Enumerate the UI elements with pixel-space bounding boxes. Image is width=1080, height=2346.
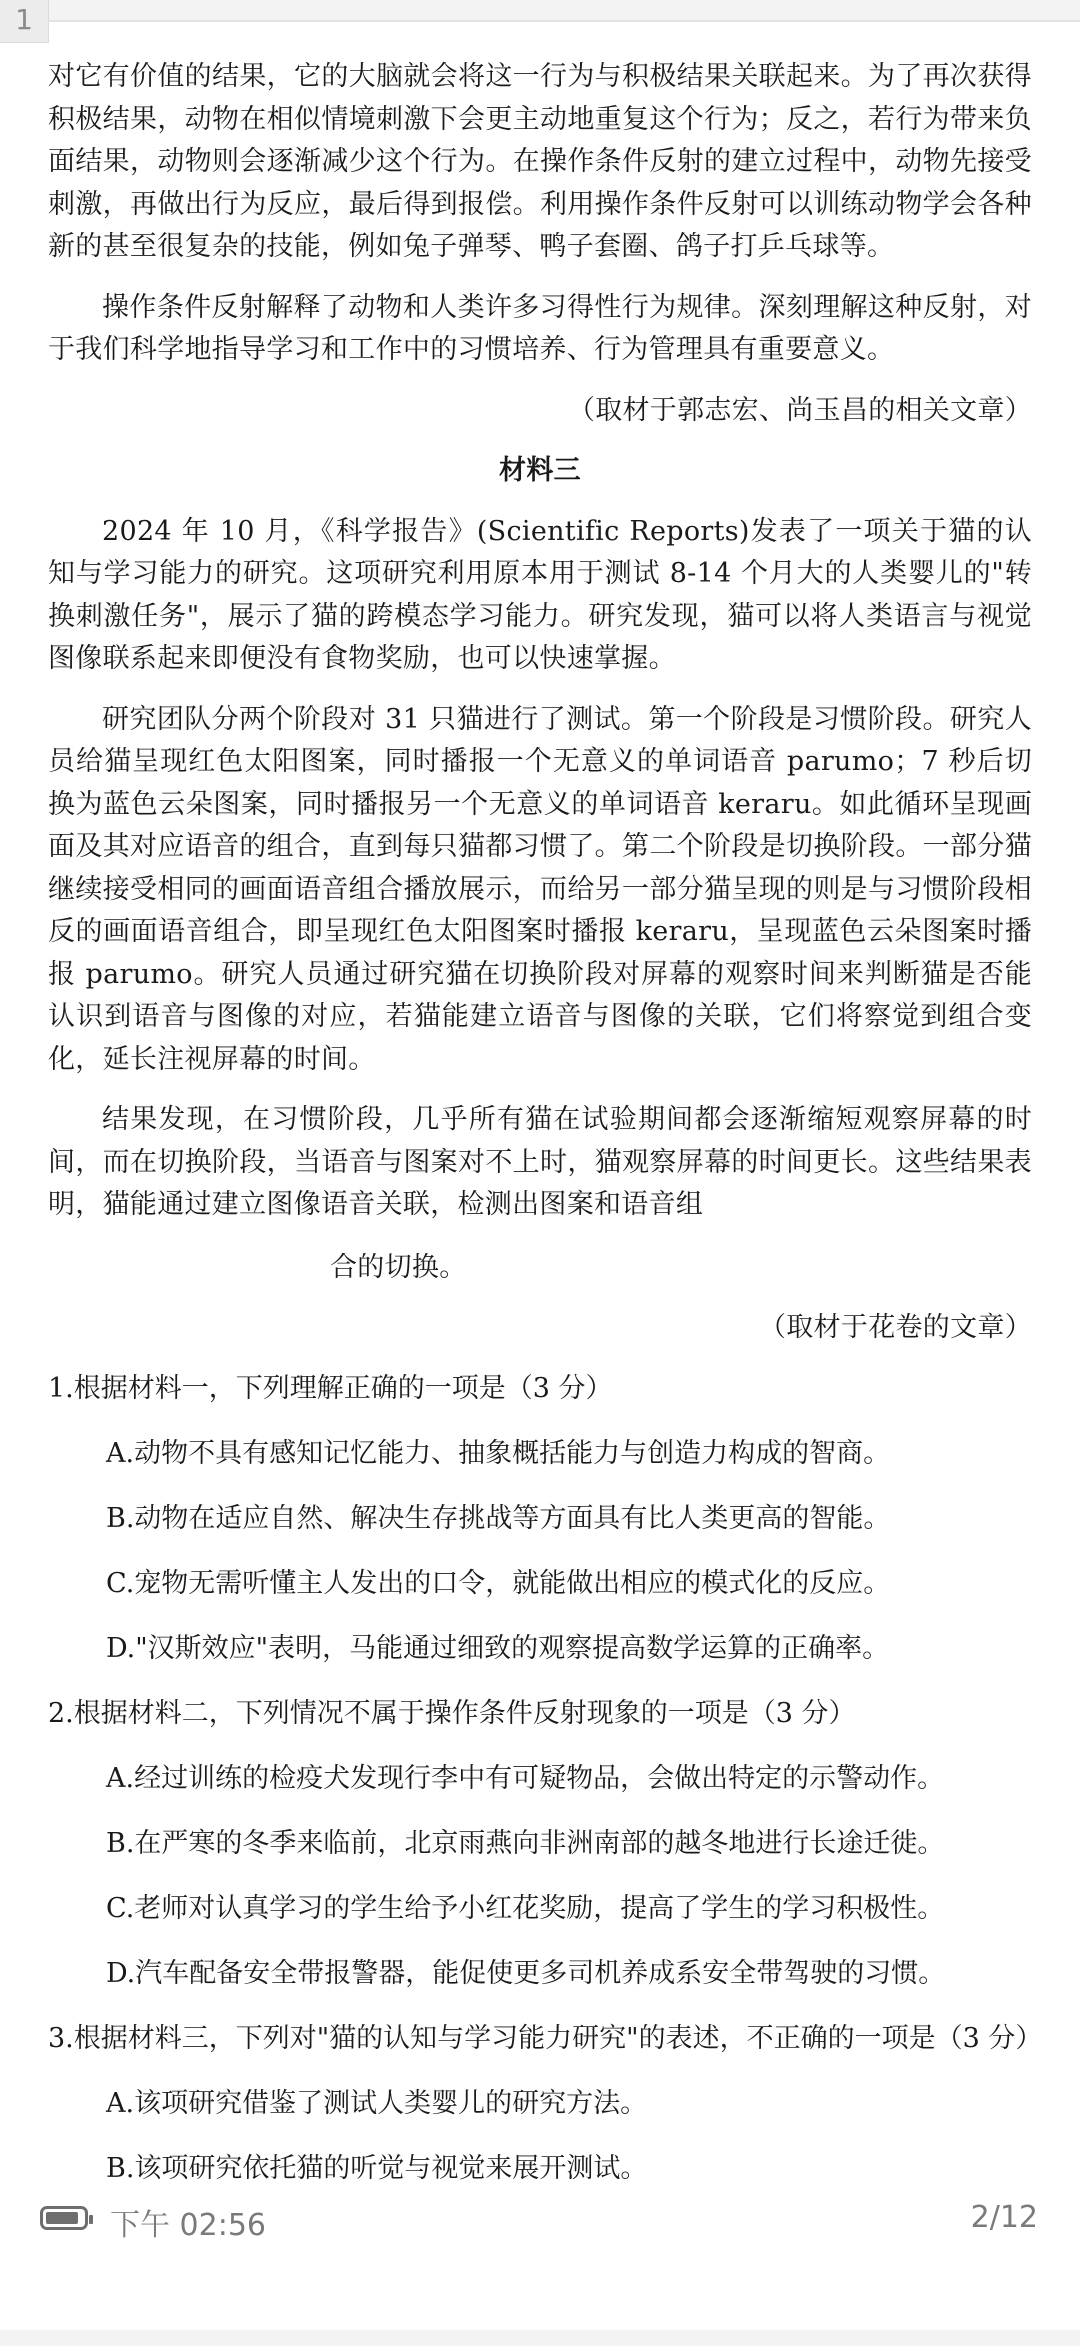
question-stem: 3.根据材料三，下列对"猫的认知与学习能力研究"的表述，不正确的一项是（3 分） bbox=[48, 2022, 1043, 2054]
paragraph: 对它有价值的结果，它的大脑就会将这一行为与积极结果关联起来。为了再次获得积极结果，动物在相似情境刺激下会更主动地重复这个行为；反之，若行为带来负面结果，动物则会逐渐减少这个行为。在操作条件反射的建立过程中，动物先接受刺激，再做出行为反应，最后得到报偿。利用操作条件反射可以训练动物学会各种新的甚至很复杂的技能，例如兔子弹琴、鸭子套圈、鸽子打乒乓球等。 bbox=[48, 61, 1032, 262]
option-a: A.该项研究借鉴了测试人类婴儿的研究方法。 bbox=[106, 2087, 648, 2119]
source-citation: （取材于郭志宏、尚玉昌的相关文章） bbox=[567, 394, 1032, 426]
bottom-bar bbox=[0, 2330, 1080, 2346]
page-number-tab[interactable]: 1 bbox=[0, 0, 49, 43]
option-b: B.动物在适应自然、解决生存挑战等方面具有比人类更高的智能。 bbox=[106, 1502, 891, 1534]
paragraph: 研究团队分两个阶段对 31 只猫进行了测试。第一个阶段是习惯阶段。研究人员给猫呈现红色太阳图案，同时播报一个无意义的单词语音 parumo；7 秒后切换为蓝色云朵图案，同时播报另一个无意义的单词语音 keraru。如此循环呈现画面及其对应语音的组合，直到每只猫都习惯了。第二个阶段是切换阶段。一部分猫继续接受相同的画面语音组合播放展示，而给另一部分猫呈现的则是与习惯阶段相反的画面语音组合，即呈现红色太阳图案时播报 keraru，呈现蓝色云朵图案时播报 parumo。研究人员通过研究猫在切换阶段对屏幕的观察时间来判断猫是否能认识到语音与图像的对应，若猫能建立语音与图像的关联，它们将察觉到组合变化，延长注视屏幕的时间。 bbox=[48, 703, 1032, 1075]
option-b: B.该项研究依托猫的听觉与视觉来展开测试。 bbox=[106, 2152, 648, 2184]
option-a: A.动物不具有感知记忆能力、抽象概括能力与创造力构成的智商。 bbox=[106, 1437, 891, 1469]
paragraph: 结果发现，在习惯阶段，几乎所有猫在试验期间都会逐渐缩短观察屏幕的时间，而在切换阶段，当语音与图案对不上时，猫观察屏幕的时间更长。这些结果表明，猫能通过建立图像语音关联，检测出图案和语音组 bbox=[48, 1104, 1032, 1220]
option-c: C.老师对认真学习的学生给予小红花奖励，提高了学生的学习积极性。 bbox=[106, 1892, 945, 1924]
question-stem: 2.根据材料二，下列情况不属于操作条件反射现象的一项是（3 分） bbox=[48, 1697, 856, 1729]
reader-status-bar bbox=[0, 2180, 1080, 2250]
paragraph-continuation: 合的切换。 bbox=[330, 1251, 467, 1283]
top-bar bbox=[0, 0, 1080, 22]
option-a: A.经过训练的检疫犬发现行李中有可疑物品，会做出特定的示警动作。 bbox=[106, 1762, 945, 1794]
option-c: C.宠物无需听懂主人发出的口令，就能做出相应的模式化的反应。 bbox=[106, 1567, 891, 1599]
question-2 bbox=[48, 1693, 1032, 1995]
clock-time: 下午 02:56 bbox=[110, 2208, 266, 2243]
source-citation: （取材于花卷的文章） bbox=[759, 1312, 1032, 1343]
section-heading: 材料三 bbox=[499, 455, 581, 486]
question-1 bbox=[48, 1368, 1032, 1670]
question-stem: 1.根据材料一，下列理解正确的一项是（3 分） bbox=[48, 1372, 613, 1404]
option-b: B.在严寒的冬季来临前，北京雨燕向非洲南部的越冬地进行长途迁徙。 bbox=[106, 1827, 945, 1859]
paragraph: 操作条件反射解释了动物和人类许多习得性行为规律。深刻理解这种反射，对于我们科学地指导学习和工作中的习惯培养、行为管理具有重要意义。 bbox=[48, 291, 1032, 365]
document-content bbox=[48, 56, 1043, 2213]
battery-icon bbox=[40, 2206, 88, 2230]
option-d: D.汽车配备安全带报警器，能促使更多司机养成系安全带驾驶的习惯。 bbox=[106, 1957, 946, 1989]
paragraph: 2024 年 10 月，《科学报告》(Scientific Reports)发表了一项关于猫的认知与学习能力的研究。这项研究利用原本用于测试 8-14 个月大的人类婴儿的"转换刺激任务"，展示了猫的跨模态学习能力。研究发现，猫可以将人类语言与视觉图像联系起来即便没有食物奖励，也可以快速掌握。 bbox=[48, 515, 1032, 674]
page-counter: 2/12 bbox=[970, 2200, 1038, 2235]
question-3 bbox=[48, 2018, 1043, 2190]
option-d: D."汉斯效应"表明，马能通过细致的观察提高数学运算的正确率。 bbox=[106, 1632, 890, 1664]
